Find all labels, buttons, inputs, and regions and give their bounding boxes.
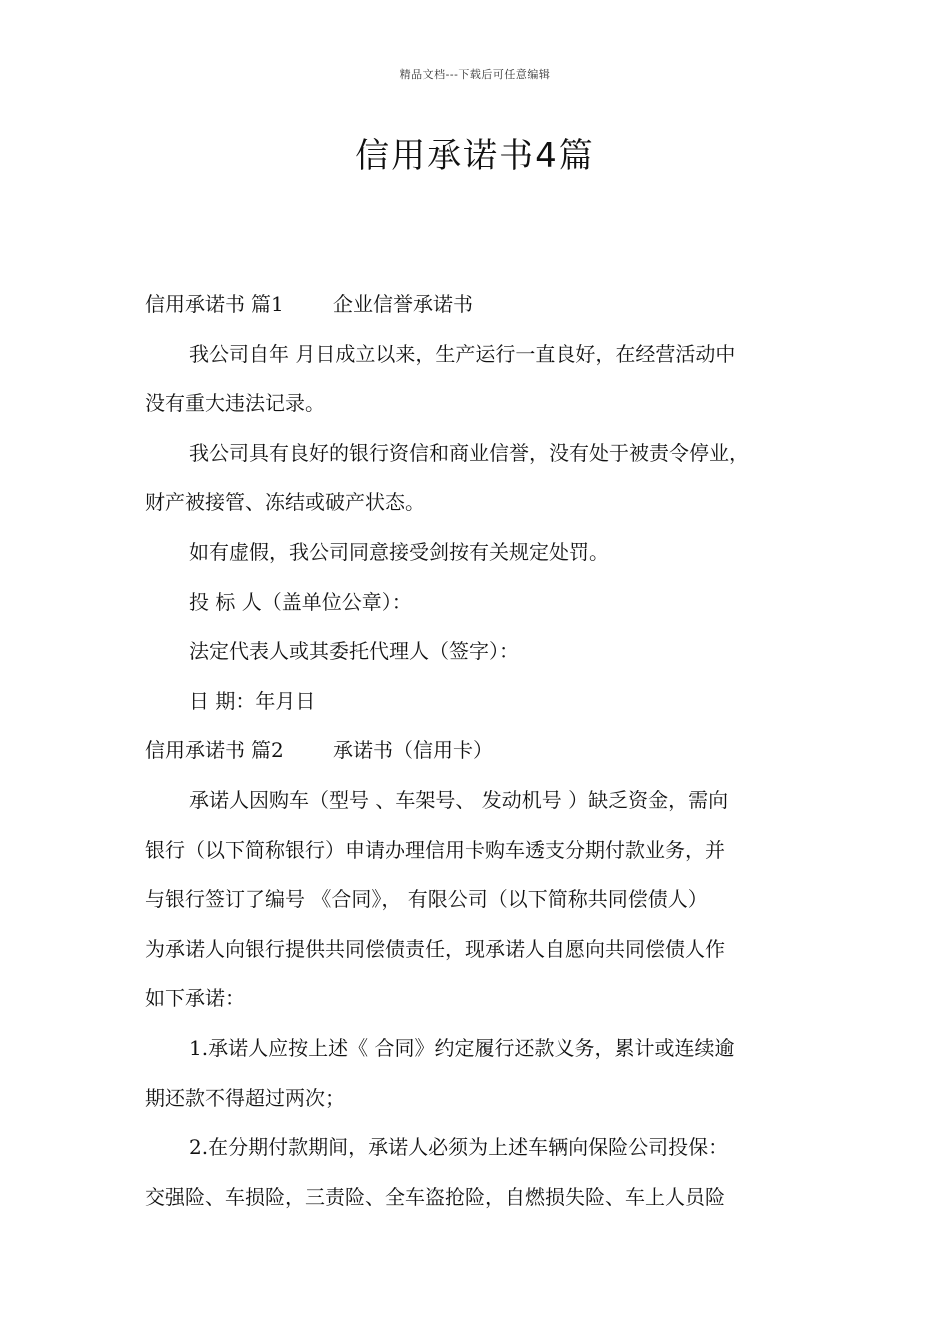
section-heading-subtitle: 企业信誉承诺书 <box>333 292 473 316</box>
paragraph-line: 银行（以下简称银行）申请办理信用卡购车透支分期付款业务，并 <box>145 837 725 862</box>
numbered-item-line: 1.承诺人应按上述《 合同》约定履行还款义务，累计或连续逾 <box>189 1035 735 1060</box>
document-body <box>145 280 815 1222</box>
paragraph-line: 交强险、车损险，三责险、全车盗抢险，自燃损失险、车上人员险 <box>145 1184 725 1209</box>
paragraph-line: 如有虚假，我公司同意接受剑按有关规定处罚。 <box>189 539 609 564</box>
paragraph-line: 我公司具有良好的银行资信和商业信誉，没有处于被责令停业， <box>189 440 749 465</box>
section-heading-label: 信用承诺书 <box>145 292 245 316</box>
paragraph-line: 为承诺人向银行提供共同偿债责任，现承诺人自愿向共同偿债人作 <box>145 936 725 961</box>
bidder-signature-line: 投 标 人（盖单位公章）： <box>189 589 412 614</box>
section-heading-number: 篇1 <box>251 292 284 316</box>
paragraph-line: 我公司自年 月日成立以来，生产运行一直良好，在经营活动中 <box>189 341 736 366</box>
date-line: 日 期：年月日 <box>189 688 316 713</box>
document-title: 信用承诺书4篇 <box>355 136 595 176</box>
paragraph-line: 没有重大违法记录。 <box>145 391 325 416</box>
section-heading-subtitle: 承诺书（信用卡） <box>333 738 493 763</box>
section-heading-label: 信用承诺书 <box>145 738 245 763</box>
paragraph-line: 如下承诺： <box>145 986 245 1011</box>
paragraph-line: 财产被接管、冻结或破产状态。 <box>145 490 425 515</box>
section-heading-number: 篇2 <box>251 738 284 763</box>
paragraph-line: 期还款不得超过两次； <box>145 1085 345 1110</box>
page-header: 精品文档---下载后可任意编辑 <box>399 68 551 81</box>
paragraph-line: 承诺人因购车（型号 、车架号、 发动机号 ）缺乏资金，需向 <box>189 787 729 812</box>
section-heading-2 <box>145 726 815 776</box>
section-heading-1 <box>145 280 815 330</box>
paragraph-line: 与银行签订了编号 《合同》， 有限公司（以下简称共同偿债人） <box>145 887 708 912</box>
numbered-item-line: 2.在分期付款期间，承诺人必须为上述车辆向保险公司投保： <box>189 1135 729 1160</box>
legal-rep-signature-line: 法定代表人或其委托代理人（签字）： <box>189 639 519 664</box>
